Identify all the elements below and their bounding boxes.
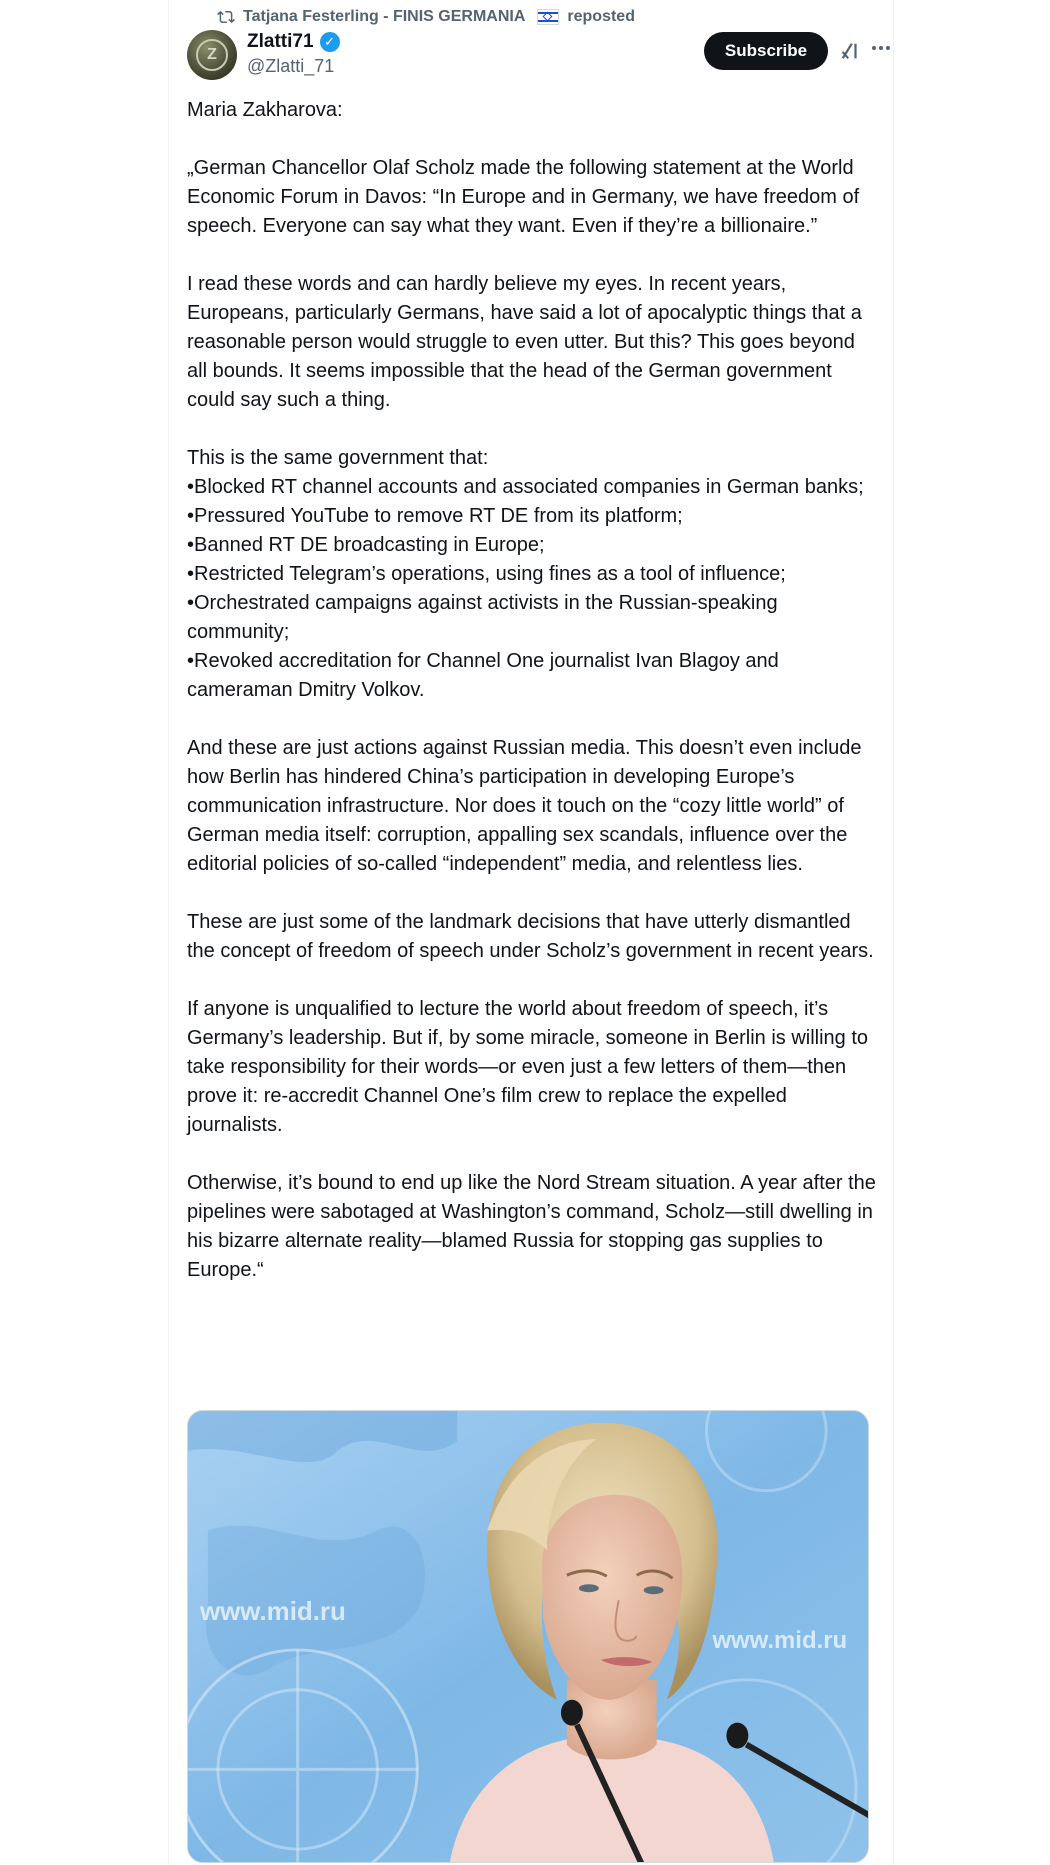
repost-icon	[217, 8, 235, 26]
tweet-paragraph: These are just some of the landmark decisions that have utterly dismantled the concept of freedom of speech under Scholz’s government in recent years.	[187, 911, 874, 962]
tweet-bullet: •Banned RT DE broadcasting in Europe;	[187, 534, 545, 556]
tweet-bullet: •Revoked accreditation for Channel One journalist Ivan Blagoy and cameraman Dmitry Volkov.	[187, 650, 779, 701]
avatar[interactable]	[187, 30, 237, 80]
more-icon[interactable]	[869, 36, 893, 64]
israel-flag-icon	[537, 9, 559, 25]
verified-badge-icon[interactable]: ✓	[320, 32, 340, 52]
tweet-list-intro: This is the same government that:	[187, 447, 489, 469]
tweet-bullet: •Orchestrated campaigns against activists in the Russian-speaking community;	[187, 592, 778, 643]
repost-label: reposted	[567, 8, 635, 25]
tweet-bullet: •Restricted Telegram’s operations, using fines as a tool of influence;	[187, 563, 786, 585]
subscribe-button[interactable]: Subscribe	[704, 32, 828, 70]
tweet-header	[187, 30, 877, 82]
reposter-name[interactable]: Tatjana Festerling - FINIS GERMANIA	[243, 8, 526, 25]
author-display-name-row[interactable]	[247, 30, 340, 54]
tweet-column	[168, 0, 894, 1865]
tweet-paragraph: I read these words and can hardly believe my eyes. In recent years, Europeans, particularly Germans, have said a lot of apocalyptic things that a reasonable person would struggle to even utter. But this? This goes beyond all bounds. It seems impossible that the head of the German government could say such a thing.	[187, 273, 862, 411]
tweet-text	[187, 96, 879, 1314]
author-handle[interactable]: @Zlatti_71	[247, 56, 335, 76]
photo-illustration	[188, 1411, 868, 1862]
tweet-paragraph: Maria Zakharova:	[187, 99, 343, 121]
tweet-paragraph: If anyone is unqualified to lecture the world about freedom of speech, it’s Germany’s leadership. But if, by some miracle, someone in Berlin is willing to take responsibility for their words—or even just a few letters of them—then prove it: re-accredit Channel One’s film crew to replace the expelled journalists.	[187, 998, 869, 1136]
author-block[interactable]	[247, 30, 340, 78]
tweet-paragraph: Otherwise, it’s bound to end up like the Nord Stream situation. A year after the pipelines were sabotaged at Washington’s command, Scholz—still dwelling in his bizarre alternate reality—blamed Russia for stopping gas supplies to Europe.“	[187, 1172, 876, 1281]
repost-header[interactable]	[217, 6, 635, 28]
backdrop-text-right: www.mid.ru	[712, 1626, 848, 1654]
grok-icon[interactable]	[839, 40, 861, 62]
avatar-letter: Z	[196, 39, 228, 71]
author-display-name[interactable]: Zlatti71	[247, 31, 314, 52]
backdrop-text-left: www.mid.ru	[199, 1598, 346, 1627]
tweet-bullet: •Blocked RT channel accounts and associated companies in German banks;	[187, 476, 864, 498]
tweet-bullet: •Pressured YouTube to remove RT DE from its platform;	[187, 505, 683, 527]
tweet-paragraph: „German Chancellor Olaf Scholz made the following statement at the World Economic Forum in Davos: “In Europe and in Germany, we have freedom of speech. Everyone can say what they want. Even if they’re a billionaire.”	[187, 157, 860, 237]
tweet-photo[interactable]	[187, 1410, 869, 1863]
tweet-paragraph: And these are just actions against Russian media. This doesn’t even include how Berlin has hindered China’s participation in developing Europe’s communication infrastructure. Nor does it touch on the “cozy little world” of German media itself: corruption, appalling sex scandals, influence over the editorial policies of so-called “independent” media, and relentless lies.	[187, 737, 862, 875]
